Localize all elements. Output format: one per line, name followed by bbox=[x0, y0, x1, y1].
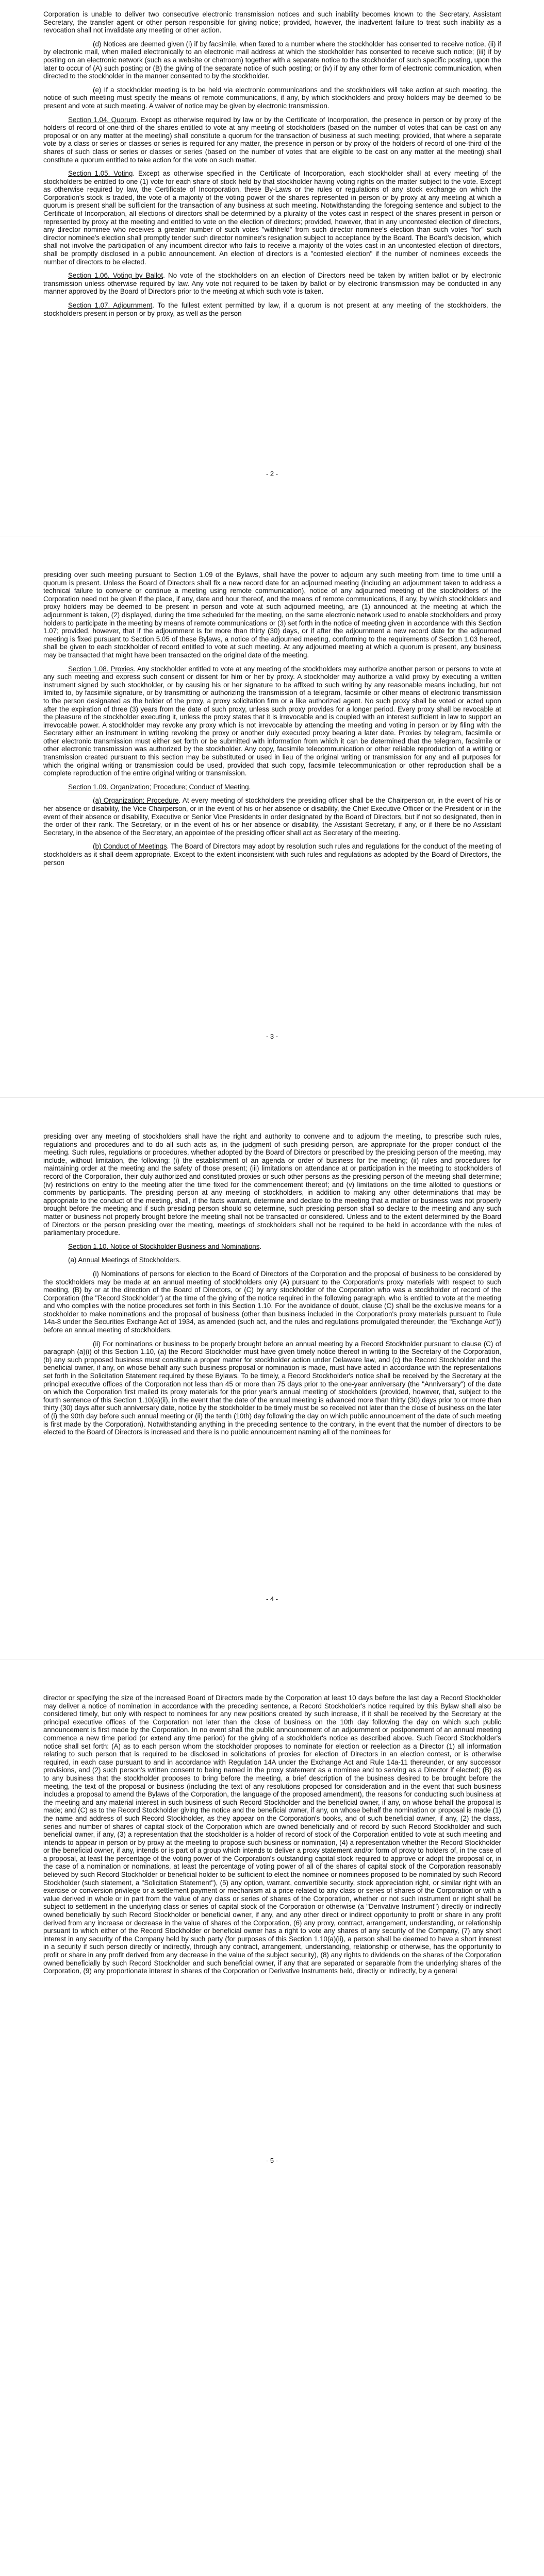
page-divider bbox=[0, 1097, 544, 1098]
page-number: - 2 - bbox=[266, 470, 278, 478]
page-2-text bbox=[43, 10, 501, 323]
section-text: . bbox=[259, 1242, 262, 1250]
paragraph-ii: (ii) For nominations or business to be properly brought before an annual meeting by a Record Stockholder pursuant to clause (C) of paragraph (a)(i) of this Section 1.10, (a) the Record Stockholder must have given timely notice thereof in writing to the Secretary of the Corporation, (b) any such proposed business must constitute a proper matter for stockholder action under Delaware law, and (c) the Record Stockholder and the beneficial owner, if any, on whose behalf any such business proposal or nomination is made, must have acted in accordance with the representations set forth in the Solicitation Statement required by these Bylaws. To be timely, a Record Stockholder's notice shall be received by the Secretary at the principal executive offices of the Corporation not less than 45 or more than 75 days prior to the one-year anniversary (the "Anniversary") of the date on which the Corporation first mailed its proxy materials for the prior year's annual meeting of stockholders (provided, however, that, subject to the fourth sentence of this Section 1.10(a)(ii), in the event that the date of the annual meeting is advanced more than thirty (30) days prior to or more than thirty (30) days after such anniversary date, notice by the stockholder to be timely must be so received not later than the close of business on the later of (i) the 90th day before such annual meeting or (ii) the tenth (10th) day following the day on which public announcement of the date of such meeting is first made by the Corporation). Notwithstanding anything in the preceding sentence to the contrary, in the event that the number of directors to be elected to the Board of Directors is increased and there is no public announcement naming all of the nominees for bbox=[43, 1340, 501, 1436]
section-heading: Section 1.08. Proxies bbox=[68, 665, 134, 673]
page-4-text bbox=[43, 1132, 501, 1442]
page-number: - 5 - bbox=[266, 2157, 278, 2164]
section-heading: Section 1.06. Voting by Ballot bbox=[68, 272, 163, 280]
section-1-04 bbox=[43, 116, 501, 164]
subsection-text: . bbox=[179, 1256, 181, 1264]
subsection-text: . At every meeting of stockholders the presiding officer shall be the Chairperson or, in the event of his or her absence or disability, the Vice Chairperson, or in the event of his or her absence or disability, the Chief Executive Officer or the President or in the event of their absence or disability, Executive or Senior Vice Presidents in order designated by the Board of Directors, but if not so designated, then in the order of their rank. The Secretary, or in the event of his or her absence or disability, the Assistant Secretary, if any, or if there be no Assistant Secretary, in the absence of the Secretary, an appointee of the presiding officer shall act as Secretary of the meeting. bbox=[43, 796, 502, 837]
subsection-a bbox=[43, 796, 501, 837]
section-1-08 bbox=[43, 665, 501, 777]
section-text: . Except as otherwise required by law or by the Certificate of Incorporation, the presence in person or by proxy of the holders of record of one-third of the shares entitled to vote at any meeting of stockholders (based on the number of votes that can be cast on any proposal or on any matter at the meeting) shall constitute a quorum for the transaction of business at such meeting; provided, that where a separate vote by a class or series or classes or series is required for any matter, the presence in person or by proxy of the holders of record of one-third of the shares of such class or series or classes or series (based on the number of votes that are eligible to be cast on any matter at the meeting) shall constitute a quorum entitled to take action for the vote on such matter. bbox=[43, 115, 501, 164]
section-heading: Section 1.09. Organization; Procedure; Conduct of Meeting bbox=[68, 783, 249, 791]
paragraph: (e) If a stockholder meeting is to be held via electronic communications and the stockholders will take action at such meeting, the notice of such meeting must specify the means of remote communications, if any, by which stockholders and proxy holders may be deemed to be present and vote at such meeting. A waiver of notice may be given by electronic transmission. bbox=[43, 86, 501, 110]
section-1-06 bbox=[43, 272, 501, 296]
paragraph: Corporation is unable to deliver two consecutive electronic transmission notices and such inability becomes known to the Secretary, Assistant Secretary, the transfer agent or other person responsible for giving notice; provided, however, the inadvertent failure to treat such inability as a revocation shall not invalidate any meeting or other action. bbox=[43, 10, 501, 35]
section-text: . To the fullest extent permitted by law, if a quorum is not present at any meeting of the stockholders, the stockholders present in person or by proxy, as well as the person bbox=[43, 301, 501, 317]
section-text: . bbox=[249, 783, 251, 791]
subsection-heading: (a) Organization; Procedure bbox=[93, 796, 179, 805]
section-text: . Except as otherwise specified in the Certificate of Incorporation, each stockholder shall at every meeting of the stockholders be entitled to one (1) vote for each share of stock held by that stockholder having voting rights on the matter subject to the vote. Except as otherwise required by law, the Certificate of Incorporation, these By-Laws or the rules or regulations of any stock exchange on which the Corporation's stock is traded, the vote of a majority of the voting power of the shares represented in person or by proxy at any meeting at which a quorum is present shall be sufficient for the transaction of any business at such meeting. Notwithstanding the foregoing sentence and subject to the Certificate of Incorporation, all elections of directors shall be determined by a plurality of the votes cast in respect of the shares present in person or represented by proxy at the meeting and entitled to vote on the election of directors; provided, however, that in any uncontested election of directors, any director nominee who receives a greater number of such votes "withheld" from such director nominee's election than such votes "for" such director nominee's election shall promptly tender such director nominee's resignation subject to acceptance by the Board. The Board's decision, which shall not involve the participation of any incumbent director who fails to receive a majority of the votes cast in an uncontested election of directors, shall be promptly disclosed in a public announcement. An election of directors is a "contested election" if the number of nominees exceeds the number of directors to be elected. bbox=[43, 170, 501, 266]
section-heading: Section 1.07. Adjournment bbox=[68, 301, 153, 309]
section-heading: Section 1.05. Voting bbox=[68, 170, 133, 178]
subsection-a bbox=[43, 1256, 501, 1264]
paragraph: presiding over any meeting of stockholders shall have the right and authority to convene and to adjourn the meeting, to prescribe such rules, regulations and procedures and to do all such acts as, in the judgment of such presiding person, are appropriate for the proper conduct of the meeting. Such rules, regulations or procedures, whether adopted by the Board of Directors or prescribed by the presiding person of the meeting, may include, without limitation, the following: (i) the establishment of an agenda or order of business for the meeting; (ii) rules and procedures for maintaining order at the meeting and the safety of those present; (iii) limitations on attendance at or participation in the meeting to stockholders of record of the Corporation, their duly authorized and constituted proxies or such other persons as the presiding person of the meeting shall determine; (iv) restrictions on entry to the meeting after the time fixed for the commencement thereof; and (v) limitations on the time allotted to questions or comments by participants. The presiding person at any meeting of stockholders, in addition to making any other determinations that may be appropriate to the conduct of the meeting, shall, if the facts warrant, determine and declare to the meeting that a matter or business was not properly brought before the meeting and if such presiding person should so determine, such presiding person shall so declare to the meeting and any such matter or business not properly brought before the meeting shall not be transacted or considered. Unless and to the extent determined by the Board of Directors or the person presiding over the meeting, meetings of stockholders shall not be required to be held in accordance with the rules of parliamentary procedure. bbox=[43, 1132, 501, 1237]
page-number: - 3 - bbox=[266, 1032, 278, 1040]
section-1-09 bbox=[43, 783, 501, 791]
page-5-text bbox=[43, 1694, 501, 1981]
page-3-text bbox=[43, 571, 501, 872]
subsection-heading: (a) Annual Meetings of Stockholders bbox=[68, 1256, 179, 1264]
subsection-heading: (b) Conduct of Meetings bbox=[93, 842, 167, 851]
paragraph: (d) Notices are deemed given (i) if by facsimile, when faxed to a number where the stockholder has consented to receive notice, (ii) if by electronic mail, when mailed electronically to an electronic mail address at which the stockholder has consented to receive such notice; (iii) if by posting on an electronic network (such as a website or chatroom) together with a separate notice to the stockholder of such specific posting, upon the later to occur of (A) such posting or (B) the giving of the separate notice of such posting; or (iv) if by any other form of electronic communication, when directed to the stockholder in the manner consented to by the stockholder. bbox=[43, 40, 501, 80]
section-1-05 bbox=[43, 170, 501, 266]
paragraph-i: (i) Nominations of persons for election to the Board of Directors of the Corporation and the proposal of business to be considered by the stockholders may be made at an annual meeting of stockholders only (A) pursuant to the Corporation's proxy materials with respect to such meeting, (B) by or at the direction of the Board of Directors, or (C) by any stockholder of the Corporation who was a stockholder of record of the Corporation (the "Record Stockholder") at the time of the giving of the notice required in the following paragraph, who is entitled to vote at the meeting and who complies with the notice procedures set forth in this Section 1.10. For the avoidance of doubt, clause (C) shall be the exclusive means for a stockholder to make nominations and the proposal of business (other than business included in the Corporation's proxy materials pursuant to Rule 14a-8 under the Securities Exchange Act of 1934, as amended (such act, and the rules and regulations promulgated thereunder, the "Exchange Act")) before an annual meeting of stockholders. bbox=[43, 1269, 501, 1334]
paragraph: director or specifying the size of the increased Board of Directors made by the Corporation at least 10 days before the last day a Record Stockholder may deliver a notice of nomination in accordance with the preceding sentence, a Record Stockholder's notice required by this Bylaw shall also be considered timely, but only with respect to nominees for any new positions created by such increase, if it shall be received by the Secretary at the principal executive offices of the Corporation not later than the close of business on the 10th day following the day on which such public announcement is first made by the Corporation. In no event shall the public announcement of an adjournment or postponement of an annual meeting commence a new time period (or extend any time period) for the giving of a stockholder's notice as described above. Such Record Stockholder's notice shall set forth: (A) as to each person whom the stockholder proposes to nominate for election or reelection as a Director (1) all information relating to such person that is required to be disclosed in solicitations of proxies for election of Directors in an election contest, or is otherwise required, in each case pursuant to and in accordance with Regulation 14A under the Exchange Act and Rule 14a-11 thereunder, or any successor provisions, and (2) such person's written consent to being named in the proxy statement as a nominee and to serving as a Director if elected; (B) as to any business that the stockholder proposes to bring before the meeting, a brief description of the business desired to be brought before the meeting, the text of the proposal or business (including the text of any resolutions proposed for consideration and in the event that such business includes a proposal to amend the Bylaws of the Corporation, the language of the proposed amendment), the reasons for conducting such business at the meeting and any material interest in such business of such Record Stockholder and the beneficial owner, if any, on whose behalf the proposal is made; and (C) as to the Record Stockholder giving the notice and the beneficial owner, if any, on whose behalf the nomination or proposal is made (1) the name and address of such Record Stockholder, as they appear on the Corporation's books, and of such beneficial owner, if any, (2) the class, series and number of shares of capital stock of the Corporation which are owned beneficially and of record by such Record Stockholder and such beneficial owner, if any, (3) a representation that the stockholder is a holder of record of stock of the Corporation entitled to vote at such meeting and intends to appear in person or by proxy at the meeting to propose such business or nomination, (4) a representation whether the Record Stockholder or the beneficial owner, if any, intends or is part of a group which intends to deliver a proxy statement and/or form of proxy to holders of, in the case of a proposal, at least the percentage of the voting power of the Corporation's outstanding capital stock required to approve or adopt the proposal or, in the case of a nomination or nominations, at least the percentage of voting power of all of the shares of capital stock of the Corporation reasonably believed by such Record Stockholder or beneficial holder to be sufficient to elect the nominee or nominees proposed to be nominated by such Record Stockholder (such statement, a "Solicitation Statement"), (5) any option, warrant, convertible security, stock appreciation right, or similar right with an exercise or conversion privilege or a settlement payment or mechanism at a price related to any class or series of shares of the Corporation or with a value derived in whole or in part from the value of any class or series of shares of the Corporation, whether or not such instrument or right shall be subject to settlement in the underlying class or series of capital stock of the Corporation or otherwise (a "Derivative Instrument") directly or indirectly owned beneficially by such Record Stockholder or beneficial owner, if any, and any other direct or indirect opportunity to profit or share in any profit derived from any increase or decrease in the value of shares of the Corporation, (6) any proxy, contract, arrangement, understanding, or relationship pursuant to which either of the Record Stockholder or beneficial owner has a right to vote any shares of any security of the Company, (7) any short interest in any security of the Company held by such party (for purposes of this Section 1.10(a)(ii), a person shall be deemed to have a short interest in a security if such person directly or indirectly, through any contract, arrangement, understanding, relationship or otherwise, has the opportunity to profit or share in any profit derived from any decrease in the value of the subject security), (8) any rights to dividends on the shares of the Corporation owned beneficially by such Record Stockholder and such beneficial owner, if any that are separated or separable from the underlying shares of the Corporation, (9) any proportionate interest in shares of the Corporation or Derivative Instruments held, directly or indirectly, by a general bbox=[43, 1694, 501, 1975]
section-text: . Any stockholder entitled to vote at any meeting of the stockholders may authorize another person or persons to vote at any such meeting and express such consent or dissent for him or her by proxy. A stockholder may authorize a valid proxy by executing a written instrument signed by such stockholder, or by causing his or her signature to be affixed to such writing by any reasonable means including, but not limited to, by facsimile signature, or by transmitting or authorizing the transmission of a telegram, facsimile or other means of electronic transmission to the person designated as the holder of the proxy, a proxy solicitation firm or a like authorized agent. No such proxy shall be voted or acted upon after the expiration of three (3) years from the date of such proxy, unless such proxy provides for a longer period. Every proxy shall be revocable at the pleasure of the stockholder executing it, unless the proxy states that it is irrevocable and is coupled with an interest sufficient in law to support an irrevocable power. A stockholder may revoke any proxy which is not irrevocable by attending the meeting and voting in person or by filing with the Secretary either an instrument in writing revoking the proxy or another duly executed proxy bearing a later date. Proxies by telegram, facsimile or other electronic transmission must either set forth or be submitted with information from which it can be determined that the telegram, facsimile or other electronic transmission was authorized by the stockholder. Any copy, facsimile telecommunication or other reliable reproduction of a writing or transmission created pursuant to this section may be substituted or used in lieu of the original writing or transmission for any and all purposes for which the original writing or transmission could be used, provided that such copy, facsimile telecommunication or other reproduction shall be a complete reproduction of the entire original writing or transmission. bbox=[43, 665, 501, 777]
subsection-b bbox=[43, 842, 501, 867]
section-1-10 bbox=[43, 1243, 501, 1251]
subsection-text: . The Board of Directors may adopt by resolution such rules and regulations for the conduct of the meeting of stockholders as it shall deem appropriate. Except to the extent inconsistent with such rules and regulations as adopted by the Board of Directors, the person bbox=[43, 842, 501, 867]
page-number: - 4 - bbox=[266, 1595, 278, 1603]
section-heading: Section 1.04. Quorum bbox=[68, 115, 137, 124]
section-1-07 bbox=[43, 301, 501, 317]
section-text: . No vote of the stockholders on an election of Directors need be taken by written ballot or by electronic transmission unless otherwise required by law. Any vote not required to be taken by ballot or by electronic transmission may be conducted in any manner approved by the Board of Directors prior to the meeting at which such vote is taken. bbox=[43, 272, 501, 296]
paragraph: presiding over such meeting pursuant to Section 1.09 of the Bylaws, shall have the power to adjourn any such meeting from time to time until a quorum is present. Unless the Board of Directors shall fix a new record date for an adjourned meeting (including an adjournment taken to address a technical failure to convene or continue a meeting using remote communication), notice of any adjourned meeting of the stockholders of the Corporation need not be given if the place, if any, date and hour thereof, and the means of remote communications, if any, by which stockholders and proxy holders may be deemed to be present in person and vote at such adjourned meeting, are (1) announced at the meeting at which the adjournment is taken, (2) displayed, during the time scheduled for the meeting, on the same electronic network used to enable stockholders and proxy holders to participate in the meeting by means of remote communications or (3) set forth in the notice of meeting given in accordance with this Section 1.07; provided, however, that if the adjournment is for more than thirty (30) days, or if after the adjournment a new record date for the adjourned meeting is fixed pursuant to Section 5.05 of these Bylaws, a notice of the adjourned meeting, conforming to the requirements of Section 1.03 hereof, shall be given to each stockholder of record entitled to vote at such meeting. At any adjourned meeting at which a quorum is present, any business may be transacted that might have been transacted on the original date of the meeting. bbox=[43, 571, 502, 659]
section-heading: Section 1.10. Notice of Stockholder Business and Nominations bbox=[68, 1242, 260, 1250]
